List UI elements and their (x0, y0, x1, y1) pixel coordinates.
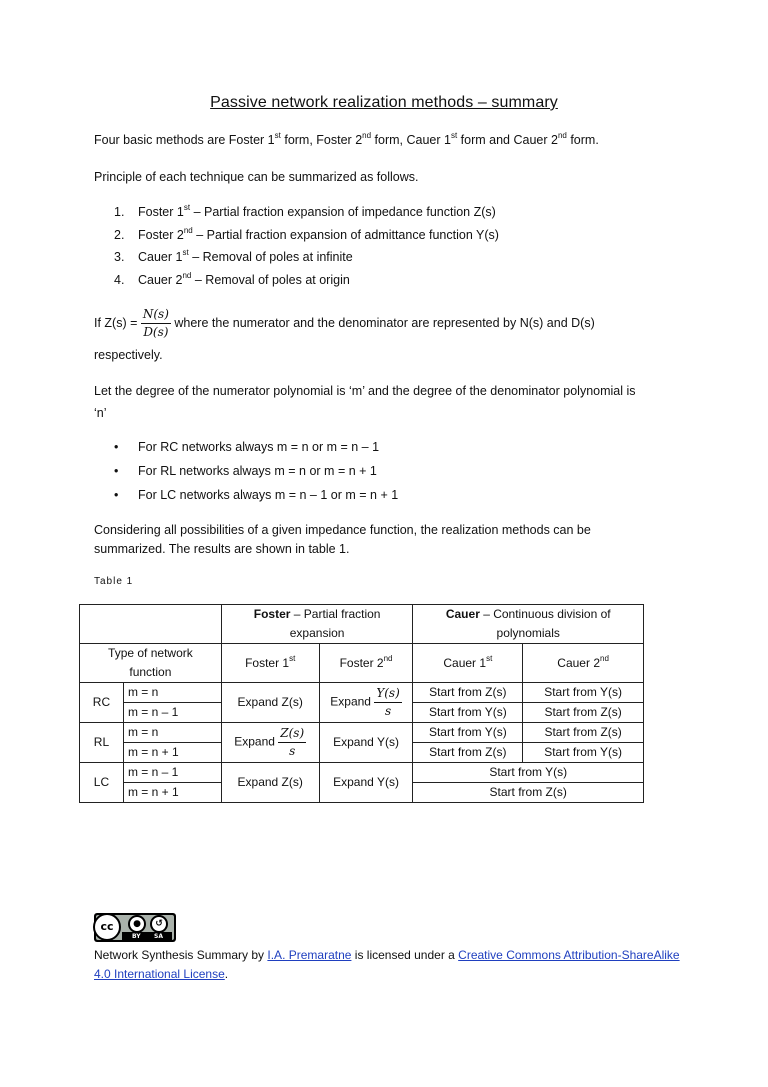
header-text: Foster 1 (245, 655, 290, 670)
method-description: – Removal of poles at infinite (188, 250, 353, 264)
empty-header-cell (80, 605, 222, 644)
principle-paragraph: Principle of each technique can be summarized as follows. (94, 170, 419, 184)
network-bullets (114, 438, 398, 510)
cauer1-header (413, 644, 523, 683)
method-name: Foster 1 (138, 205, 184, 219)
cauer-merged-cell: Start from Z(s) (413, 783, 644, 803)
license-text: is licensed under a (351, 948, 459, 962)
page-title: Passive network realization methods – summary (210, 94, 558, 111)
foster2-cell: Expand Y(s) (319, 763, 413, 803)
license-text: Network Synthesis Summary by (94, 948, 268, 962)
list-item (114, 486, 398, 510)
method-description: – Removal of poles at origin (191, 272, 350, 287)
network-type-cell: RL (80, 723, 124, 763)
foster-header-text: – Partial fraction expansion (289, 607, 381, 640)
impedance-fraction (141, 306, 171, 341)
fraction-numerator: Y(s) (374, 685, 401, 703)
bullet-text: For RL networks always m = n or m = n + 1 (138, 464, 377, 478)
cauer-merged-cell: Start from Y(s) (413, 763, 644, 783)
zdef-continuation: respectively. (94, 348, 163, 362)
header-text: Foster 2 (339, 655, 384, 670)
foster-header (221, 605, 413, 644)
foster-header-bold: Foster (253, 607, 291, 621)
foster1-cell (221, 723, 319, 763)
degree-line-2: ‘n’ (94, 406, 107, 420)
table-row (80, 723, 644, 743)
methods-list (114, 203, 499, 293)
method-description: – Partial fraction expansion of admittance function Y(s) (192, 227, 499, 242)
zdef-text: where the numerator and the denominator are represented by N(s) and D(s) (170, 316, 595, 330)
list-number: 1. (114, 205, 125, 219)
method-name: Cauer 2 (138, 272, 183, 287)
author-link[interactable]: I.A. Premaratne (267, 948, 352, 962)
table-row (80, 683, 644, 703)
network-type-cell: LC (80, 763, 124, 803)
zdef-prefix: If Z(s) = (94, 316, 141, 330)
sa-label: SA (154, 933, 163, 940)
degree-line-1: Let the degree of the numerator polynomial is ‘m’ and the degree of the denominator polynomial is (94, 384, 636, 398)
intro-sup: st (450, 131, 458, 140)
cauer-header-bold: Cauer (445, 607, 480, 621)
degree-cell: m = n + 1 (123, 783, 221, 803)
fraction-numerator: Z(s) (278, 725, 306, 743)
header-sup: st (486, 653, 493, 663)
bullet-text: For RC networks always m = n or m = n – 1 (138, 440, 380, 454)
foster1-header (221, 644, 319, 683)
bullet-icon: • (114, 464, 119, 478)
intro-sup: nd (557, 131, 567, 140)
expand-text: Expand (330, 694, 371, 709)
list-item (114, 248, 499, 271)
bullet-text: For LC networks always m = n – 1 or m = n + 1 (138, 488, 399, 502)
license-notice (94, 946, 694, 984)
list-number: 2. (114, 227, 125, 242)
method-name: Foster 2 (138, 227, 184, 242)
license-text: . (224, 967, 229, 981)
cauer1-cell: Start from Y(s) (413, 703, 523, 723)
degree-cell: m = n (123, 683, 221, 703)
realization-table (79, 604, 644, 803)
intro-paragraph (94, 131, 599, 150)
cauer-header-text: – Continuous division of polynomials (479, 607, 611, 640)
cauer-header (413, 605, 644, 644)
fraction-denominator: D(s) (143, 325, 169, 340)
expand-text: Expand (234, 734, 275, 749)
degree-cell: m = n – 1 (123, 703, 221, 723)
method-sup: nd (183, 225, 193, 235)
method-description: – Partial fraction expansion of impedance function Z(s) (190, 205, 496, 219)
table-row (80, 644, 644, 683)
cc-logo-icon: cc (93, 913, 121, 941)
foster2-cell: Expand Y(s) (319, 723, 413, 763)
header-sup: st (289, 653, 296, 663)
license-link[interactable]: Creative Commons Attribution-ShareAlike 4.0 International License (94, 948, 680, 981)
cc-license-badge[interactable] (94, 913, 176, 942)
table-row (80, 763, 644, 783)
method-sup: nd (182, 270, 192, 280)
method-sup: st (183, 203, 191, 212)
cauer1-cell: Start from Z(s) (413, 683, 523, 703)
fraction-denominator: s (384, 704, 392, 718)
cauer2-cell: Start from Y(s) (523, 683, 644, 703)
intro-sup: nd (362, 131, 372, 140)
method-sup: st (182, 248, 189, 257)
list-item (114, 438, 398, 462)
header-text: Cauer 1 (443, 655, 487, 670)
intro-text: form and Cauer 2 (457, 133, 558, 147)
network-type-cell: RC (80, 683, 124, 723)
bullet-icon: • (114, 488, 119, 502)
cauer1-cell: Start from Z(s) (413, 743, 523, 763)
degree-cell: m = n + 1 (123, 743, 221, 763)
degree-cell: m = n (123, 723, 221, 743)
list-number: 3. (114, 250, 125, 264)
intro-text: form, Foster 2 (280, 133, 363, 147)
list-item (114, 271, 499, 294)
cauer2-header (523, 644, 644, 683)
degree-cell: m = n – 1 (123, 763, 221, 783)
by-label: BY (132, 933, 141, 940)
share-alike-icon: ↺ (150, 915, 168, 933)
method-name: Cauer 1 (138, 250, 183, 264)
header-text: Cauer 2 (557, 655, 600, 670)
fraction-denominator: s (289, 744, 296, 758)
header-sup: nd (600, 653, 609, 663)
considering-line-1: Considering all possibilities of a given impedance function, the realization methods can be (94, 523, 591, 537)
considering-line-2: summarized. The results are shown in table 1. (94, 542, 350, 556)
type-header: Type of network function (80, 644, 222, 683)
by-person-icon: ● (128, 915, 146, 933)
expansion-fraction (278, 725, 306, 760)
expansion-fraction (374, 685, 401, 720)
foster1-cell: Expand Z(s) (221, 683, 319, 723)
cauer2-cell: Start from Z(s) (523, 723, 644, 743)
impedance-definition (94, 306, 595, 341)
foster2-cell (319, 683, 413, 723)
list-item (114, 226, 499, 249)
foster1-cell: Expand Z(s) (221, 763, 319, 803)
badge-bar (122, 932, 172, 940)
intro-text: form. (566, 133, 599, 147)
cauer2-cell: Start from Y(s) (523, 743, 644, 763)
header-sup: nd (383, 653, 393, 663)
list-item (114, 203, 499, 226)
foster2-header (319, 644, 413, 683)
table-caption: Table 1 (94, 576, 134, 587)
list-number: 4. (114, 272, 125, 287)
cauer2-cell: Start from Z(s) (523, 703, 644, 723)
fraction-numerator: N(s) (141, 306, 171, 324)
bullet-icon: • (114, 440, 119, 454)
cauer1-cell: Start from Y(s) (413, 723, 523, 743)
intro-text: Four basic methods are Foster 1 (94, 133, 275, 147)
intro-text: form, Cauer 1 (371, 133, 451, 147)
table-row (80, 605, 644, 644)
list-item (114, 462, 398, 486)
intro-sup: st (274, 131, 281, 140)
